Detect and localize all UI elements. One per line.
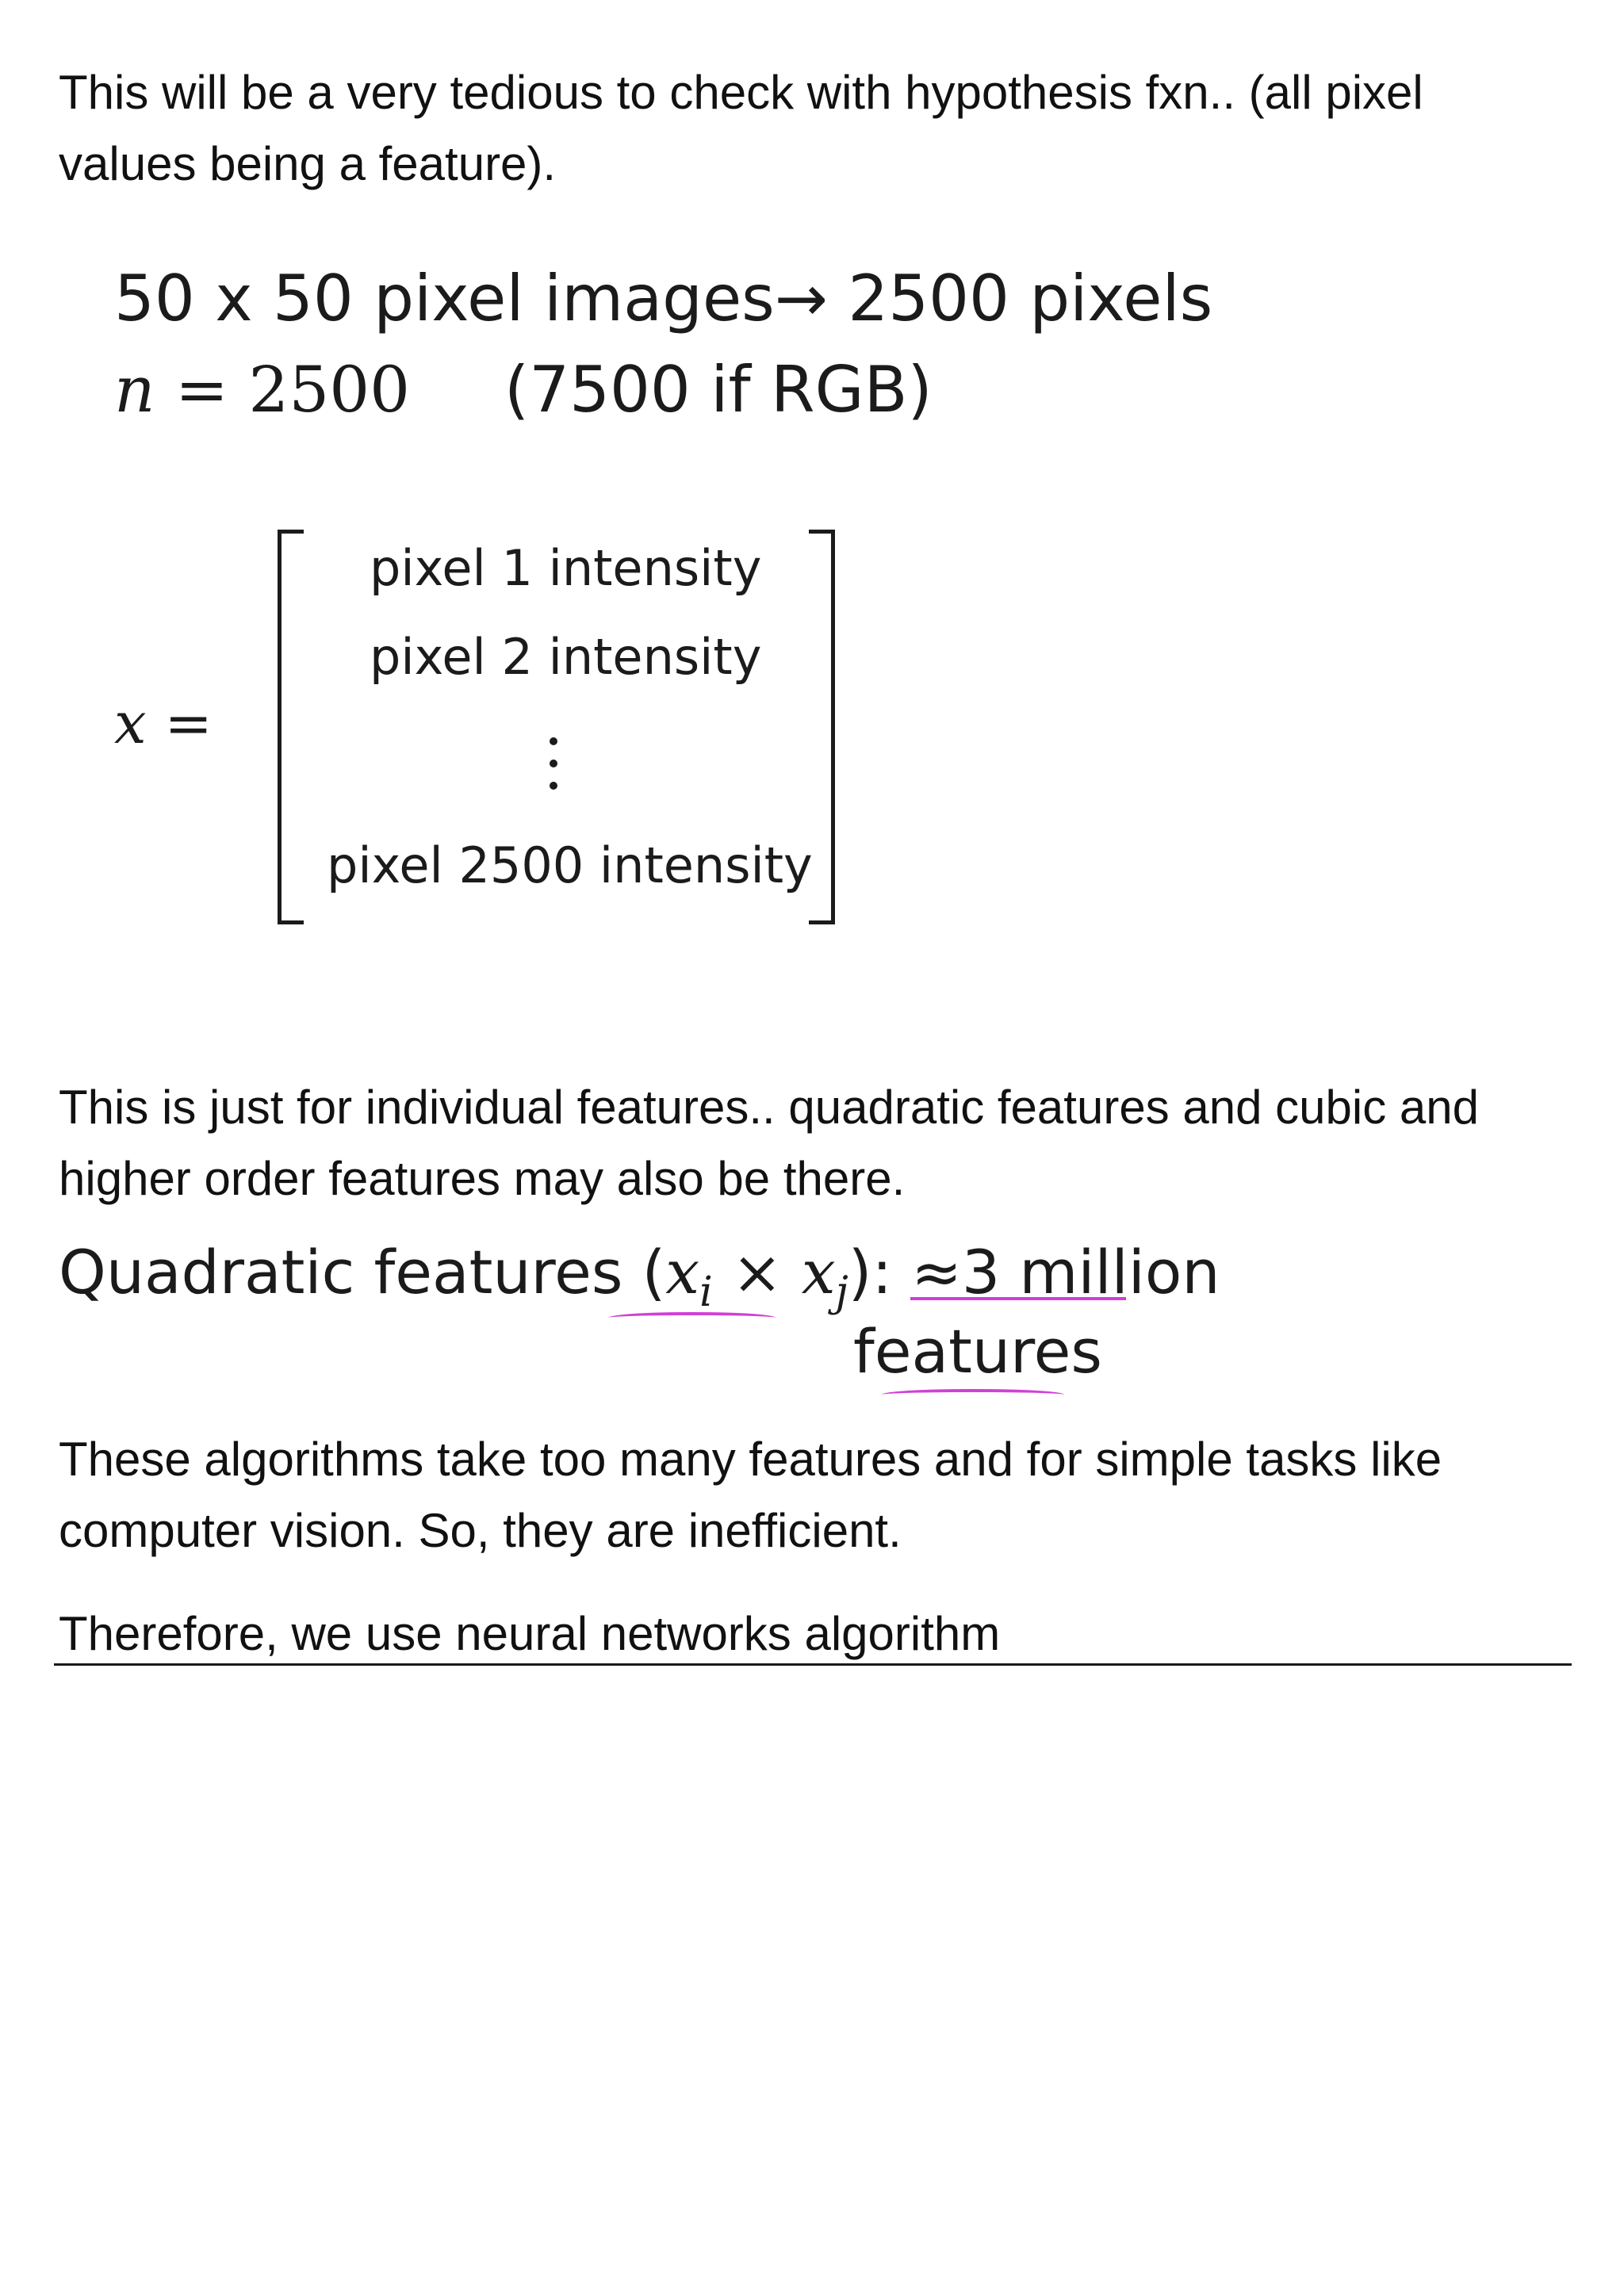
n-value: = 2500 (155, 353, 411, 427)
x-equation (114, 690, 213, 756)
vertical-ellipsis (546, 737, 561, 804)
horizontal-rule (54, 1663, 1572, 1666)
vector-entry-pixel-1: pixel 1 intensity (370, 539, 762, 597)
pixel-count-line: 50 x 50 pixel images→ 2500 pixels (114, 262, 1213, 335)
million-underline (910, 1297, 1126, 1308)
left-bracket (278, 530, 304, 924)
right-bracket (809, 530, 835, 924)
quadratic-prefix: Quadratic features ( (59, 1237, 666, 1307)
inefficient-paragraph: These algorithms take too many features and for simple tasks like computer vision. So, they are inefficient. (59, 1433, 1442, 1557)
million-count: ): ≈3 million (848, 1237, 1220, 1307)
n-variable: n (114, 353, 155, 427)
intro-paragraph: This will be a very tedious to check with hypothesis fxn.. (all pixel values being a feature). (59, 66, 1423, 190)
conclusion-paragraph: Therefore, we use neural networks algorithm (59, 1607, 1001, 1660)
features-word: features (853, 1316, 1102, 1387)
vector-entry-pixel-2: pixel 2 intensity (370, 628, 762, 686)
xj-term: $x_j$ (801, 1237, 848, 1317)
rgb-note: (7500 if RGB) (504, 353, 933, 427)
times-sign: × (712, 1237, 802, 1307)
equals-sign: = (146, 690, 213, 756)
features-underline (882, 1389, 1064, 1400)
n-equation (114, 353, 410, 427)
vector-entry-pixel-2500: pixel 2500 intensity (327, 836, 813, 894)
x-variable: x (114, 690, 147, 756)
individual-features-paragraph: This is just for individual features.. quadratic features and cubic and higher order features may also be there. (59, 1081, 1479, 1205)
xi-xj-underline (609, 1312, 776, 1323)
xi-term: $x_i$ (665, 1237, 713, 1317)
